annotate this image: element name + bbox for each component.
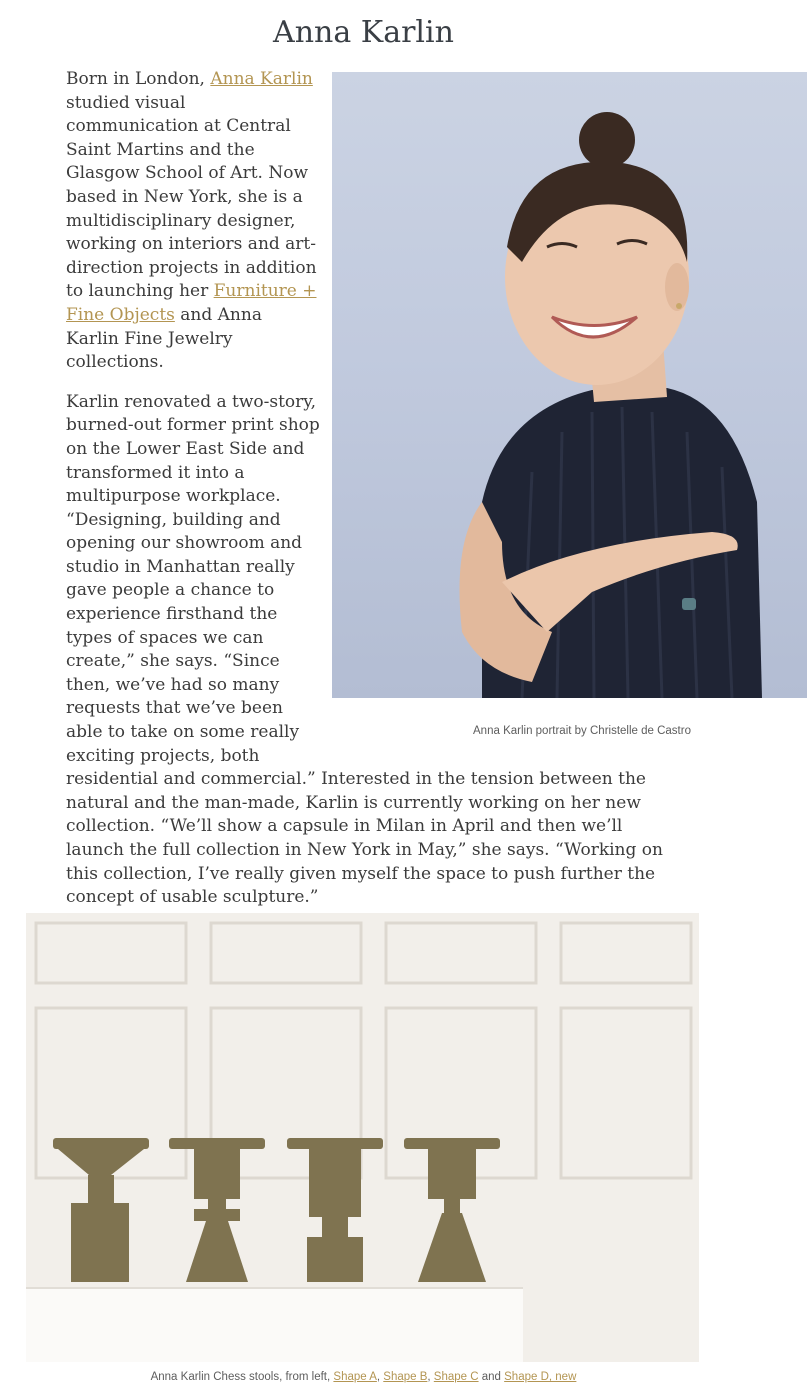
shape-a-link[interactable]: Shape A	[333, 1371, 377, 1383]
p1-text-2: studied visual communication at Central Saint Martins and the Glasgow School of Art. Now based in New York, she is a multidisciplinary designer, working on interiors and art-direction projects in addition to launching her	[66, 92, 317, 302]
page-title: Anna Karlin	[273, 15, 454, 50]
stools-photo	[26, 913, 699, 1362]
portrait-caption: Anna Karlin portrait by Christelle de Castro	[473, 725, 691, 737]
shape-c-link[interactable]: Shape C	[433, 1371, 479, 1383]
furniture-fine-objects-link[interactable]: Furniture + Fine Objects	[66, 281, 317, 325]
stool-shape-b	[169, 1138, 265, 1282]
p1-text-1: Born in London,	[66, 69, 211, 89]
stool-shape-c	[287, 1138, 383, 1282]
portrait-figure	[332, 72, 807, 747]
article-body	[66, 68, 691, 910]
paragraph-2: Karlin renovated a two-story, burned-out former print shop on the Lower East Side and transformed it into a multipurpose workplace. “Designing, building and opening our showroom and studio in Manhattan really gave people a chance to experience firsthand the types of spaces we can create,” she says. “Since then, we’ve had so many requests that we’ve been able to take on some really exciting projects, both residential and commercial.” Interested in the tension between the natural and the man-made, Karlin is currently working on her new collection. “We’ll show a capsule in Milan in April and then we’ll launch the full collection in New York in May,” she says. “Working on this collection, I’ve really given myself the space to push further the concept of usable sculpture.”	[66, 391, 663, 908]
caption-and: and	[478, 1371, 505, 1383]
anna-karlin-link[interactable]: Anna Karlin	[210, 69, 313, 89]
stools-caption-lead: Anna Karlin Chess stools, from left,	[150, 1371, 334, 1383]
chess-stools-illustration	[26, 913, 699, 1362]
portrait-photo	[332, 72, 807, 698]
shape-d-link[interactable]: Shape D, new	[504, 1371, 577, 1383]
ring-icon	[682, 598, 696, 610]
p1-text-3: and Anna Karlin Fine Jewelry collections.	[66, 304, 262, 373]
stool-shape-a	[53, 1138, 149, 1282]
caption-separator: ,	[376, 1371, 384, 1383]
caption-separator: ,	[427, 1371, 434, 1383]
shape-b-link[interactable]: Shape B	[383, 1371, 428, 1383]
stool-shape-d	[404, 1138, 500, 1282]
portrait-illustration	[332, 72, 807, 698]
stools-caption	[0, 1371, 727, 1383]
